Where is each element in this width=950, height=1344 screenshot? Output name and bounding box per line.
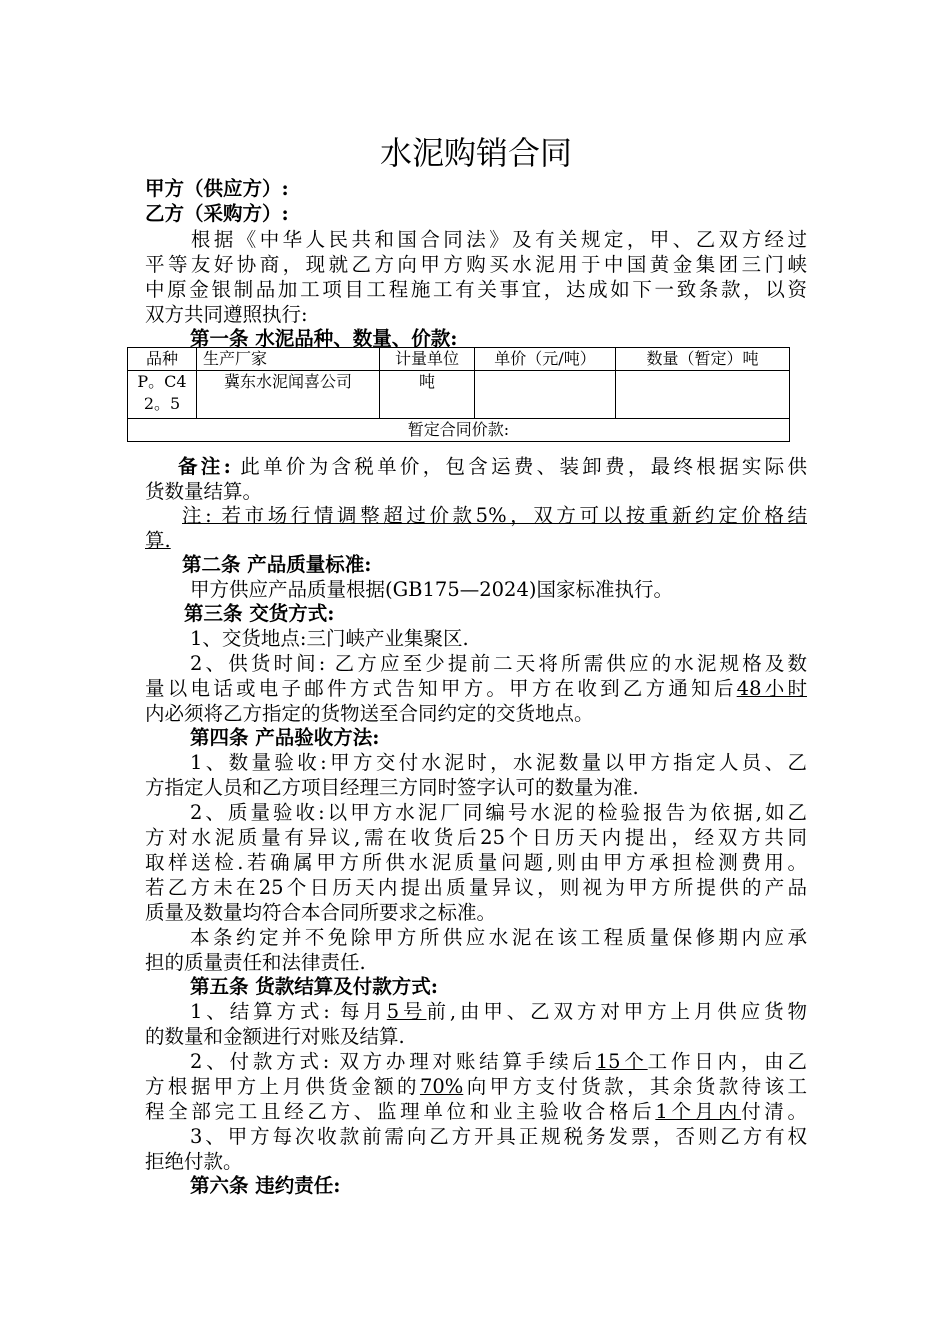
article-4-line: 担的质量责任和法律责任.: [145, 951, 366, 974]
table-header-row: [128, 348, 790, 371]
article-5-text: 2、付款方式: 双方办理对账结算手续后: [190, 1050, 596, 1073]
party-a-label: 甲方（供应方）:: [145, 177, 289, 200]
delivery-hours: 48小时: [736, 677, 807, 700]
article-5-item-2-line-3: [145, 1099, 807, 1125]
article-4-line: 1、数量验收:甲方交付水泥时，水泥数量以甲方指定人员、乙: [190, 751, 807, 774]
table-header-cell: 单价（元/吨）: [475, 348, 616, 371]
final-payment-period: 1个月内: [655, 1100, 742, 1123]
article-5-text: 付清。: [741, 1100, 807, 1123]
article-3-item-2-line-2: [145, 676, 807, 702]
article-5-text: 程全部完工且经乙方、监理单位和业主验收合格后: [145, 1100, 656, 1123]
table-cell: [616, 371, 790, 419]
article-4-line: 取样送检.若确属甲方所供水泥质量问题,则由甲方承担检测费用。: [145, 851, 807, 874]
table-total-label: 暂定合同价款:: [128, 419, 790, 442]
article-3-item-2: 2、供货时间: 乙方应至少提前二天将所需供应的水泥规格及数: [190, 652, 807, 675]
article-4-line: 本条约定并不免除甲方所供应水泥在该工程质量保修期内应承: [190, 926, 807, 949]
note-line: 注: 若市场行情调整超过价款5%，双方可以按重新约定价格结: [182, 504, 807, 527]
remark-label: 备注:: [178, 455, 231, 478]
article-5-heading: 第五条 货款结算及付款方式:: [190, 975, 438, 998]
article-3-heading: 第三条 交货方式:: [184, 602, 335, 625]
remark-line: [145, 454, 807, 480]
note-line-2: 算.: [145, 529, 171, 552]
intro-line: 双方共同遵照执行:: [145, 303, 308, 326]
payment-percent: 70%: [419, 1075, 464, 1098]
remark-line-2: 货数量结算。: [145, 480, 263, 503]
intro-line: 平等友好协商，现就乙方向甲方购买水泥用于中国黄金集团三门峡: [145, 253, 807, 276]
payment-days: 15个: [595, 1050, 648, 1073]
party-b-label: 乙方（采购方）:: [145, 202, 289, 225]
table-row: [128, 371, 790, 419]
article-5-text: 1、结算方式: 每月: [190, 1000, 387, 1023]
article-5-item-3-line-2: 拒绝付款。: [145, 1150, 243, 1173]
article-5-item-1: [190, 999, 807, 1025]
article-1-heading: 第一条 水泥品种、数量、价款:: [190, 327, 458, 350]
table-cell: P。C42。5: [128, 371, 197, 419]
article-4-heading: 第四条 产品验收方法:: [190, 726, 380, 749]
article-5-text: 方根据甲方上月供货金额的: [145, 1075, 420, 1098]
table-header-cell: 计量单位: [380, 348, 475, 371]
article-3-item-1: 1、交货地点:三门峡产业集聚区.: [190, 627, 469, 650]
article-5-text: 向甲方支付货款，其余货款待该工: [463, 1075, 807, 1098]
table-header-cell: 数量（暂定）吨: [616, 348, 790, 371]
table-total-row: [128, 419, 790, 442]
article-4-line: 方对水泥质量有异议,需在收货后25个日历天内提出，经双方共同: [145, 826, 807, 849]
article-4-line: 质量及数量均符合本合同所要求之标准。: [145, 901, 497, 924]
article-4-line: 若乙方未在25个日历天内提出质量异议，则视为甲方所提供的产品: [145, 876, 807, 899]
article-5-item-2-line-2: [145, 1074, 807, 1100]
intro-line: 根据《中华人民共和国合同法》及有关规定，甲、乙双方经过: [145, 228, 807, 251]
table-cell: 冀东水泥闻喜公司: [197, 371, 380, 419]
article-3-item-2-line-3: 内必须将乙方指定的货物送至合同约定的交货地点。: [145, 702, 594, 725]
article-2-text: 甲方供应产品质量根据(GB175—2024)国家标准执行。: [190, 578, 673, 601]
table-cell: [475, 371, 616, 419]
article-5-text: 工作日内，由乙: [647, 1050, 807, 1073]
article-3-text: 量以电话或电子邮件方式告知甲方。甲方在收到乙方通知后: [145, 677, 737, 700]
settlement-day: 5号: [386, 1000, 427, 1023]
article-6-heading: 第六条 违约责任:: [190, 1174, 341, 1197]
page-title: 水泥购销合同: [379, 134, 572, 172]
article-4-line: 方指定人员和乙方项目经理三方同时签字认可的数量为准.: [145, 776, 639, 799]
price-table: [127, 347, 790, 442]
article-5-item-1-line-2: 的数量和金额进行对账及结算.: [145, 1025, 405, 1048]
table-header-cell: 生产厂家: [197, 348, 380, 371]
table-header-cell: 品种: [128, 348, 197, 371]
article-2-heading: 第二条 产品质量标准:: [182, 553, 372, 576]
remark-text: 此单价为含税单价，包含运费、装卸费，最终根据实际供: [240, 455, 807, 478]
article-5-item-2: [190, 1049, 807, 1075]
table-cell: 吨: [380, 371, 475, 419]
article-5-text: 前,由甲、乙双方对甲方上月供应货物: [426, 1000, 807, 1023]
article-5-item-3: 3、甲方每次收款前需向乙方开具正规税务发票，否则乙方有权: [190, 1125, 807, 1148]
article-4-line: 2、质量验收:以甲方水泥厂同编号水泥的检验报告为依据,如乙: [190, 801, 807, 824]
intro-line: 中原金银制品加工项目工程施工有关事宜，达成如下一致条款，以资: [145, 278, 807, 301]
